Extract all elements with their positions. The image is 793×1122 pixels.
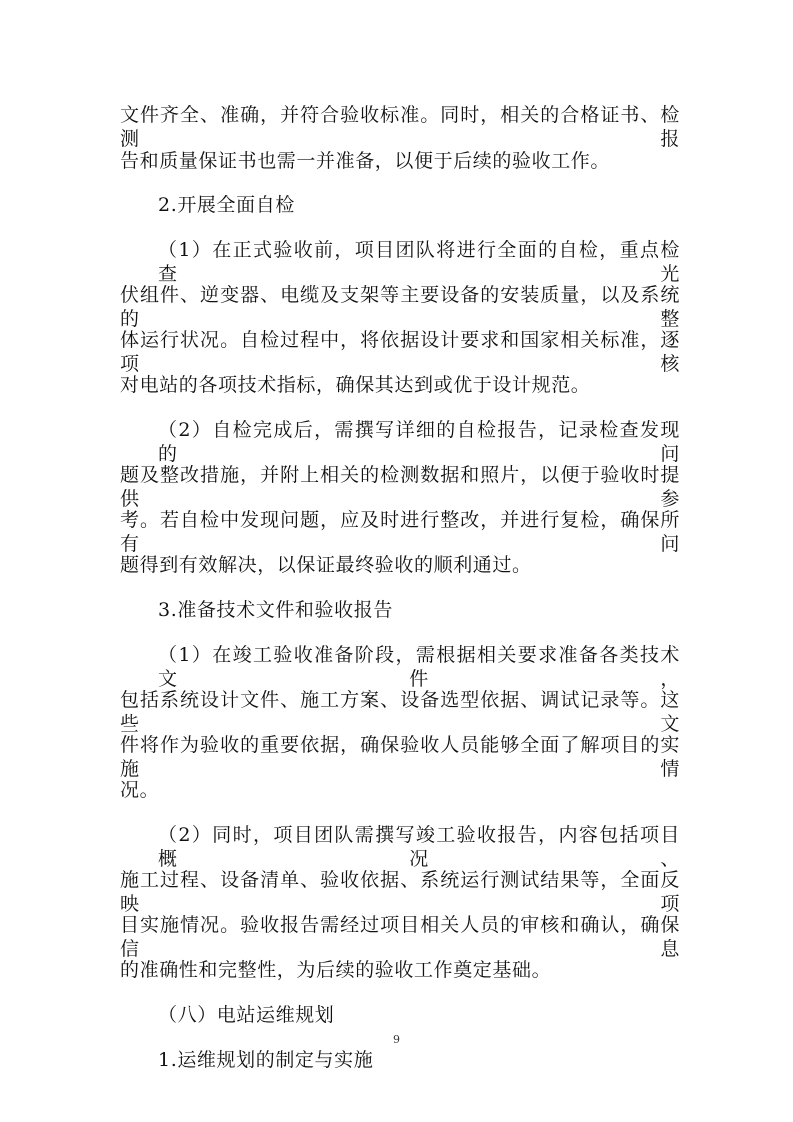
body-line: （2）自检完成后，需撰写详细的自检报告，记录检查发现的问 xyxy=(158,419,680,465)
body-line: 包括系统设计文件、施工方案、设备选型依据、调试记录等。这些文 xyxy=(120,689,680,735)
body-line: 题及整改措施，并附上相关的检测数据和照片，以便于验收时提供参 xyxy=(120,464,680,510)
body-line: 考。若自检中发现问题，应及时进行整改，并进行复检，确保所有问 xyxy=(120,509,680,555)
body-line: 况。 xyxy=(120,779,160,801)
body-line: 伏组件、逆变器、电缆及支架等主要设备的安装质量，以及系统的整 xyxy=(120,284,680,330)
section-heading: 2.开展全面自检 xyxy=(158,194,295,216)
body-line: 的准确性和完整性，为后续的验收工作奠定基础。 xyxy=(120,959,552,981)
section-heading: 3.准备技术文件和验收报告 xyxy=(158,599,393,621)
section-heading: 1.运维规划的制定与实施 xyxy=(158,1049,374,1071)
body-line: 告和质量保证书也需一并准备，以便于后续的验收工作。 xyxy=(120,150,611,172)
body-line: 目实施情况。验收报告需经过项目相关人员的审核和确认，确保信息 xyxy=(120,914,680,960)
body-line: 题得到有效解决，以保证最终验收的顺利通过。 xyxy=(120,554,532,576)
body-line: 体运行状况。自检过程中，将依据设计要求和国家相关标准，逐项核 xyxy=(120,329,680,375)
body-line: 文件齐全、准确，并符合验收标准。同时，相关的合格证书、检测报 xyxy=(120,104,680,150)
body-line: 件将作为验收的重要依据，确保验收人员能够全面了解项目的实施情 xyxy=(120,734,680,780)
body-line: （1）在正式验收前，项目团队将进行全面的自检，重点检查光 xyxy=(158,239,680,285)
body-line: （2）同时，项目团队需撰写竣工验收报告，内容包括项目概况、 xyxy=(158,824,680,870)
page-number: 9 xyxy=(393,1033,400,1046)
body-line: （1）在竣工验收准备阶段，需根据相关要求准备各类技术文件， xyxy=(158,644,680,690)
body-line: 施工过程、设备清单、验收依据、系统运行测试结果等，全面反映项 xyxy=(120,869,680,915)
chapter-heading: （八）电站运维规划 xyxy=(158,1004,335,1026)
body-line: 对电站的各项技术指标，确保其达到或优于设计规范。 xyxy=(120,374,591,396)
